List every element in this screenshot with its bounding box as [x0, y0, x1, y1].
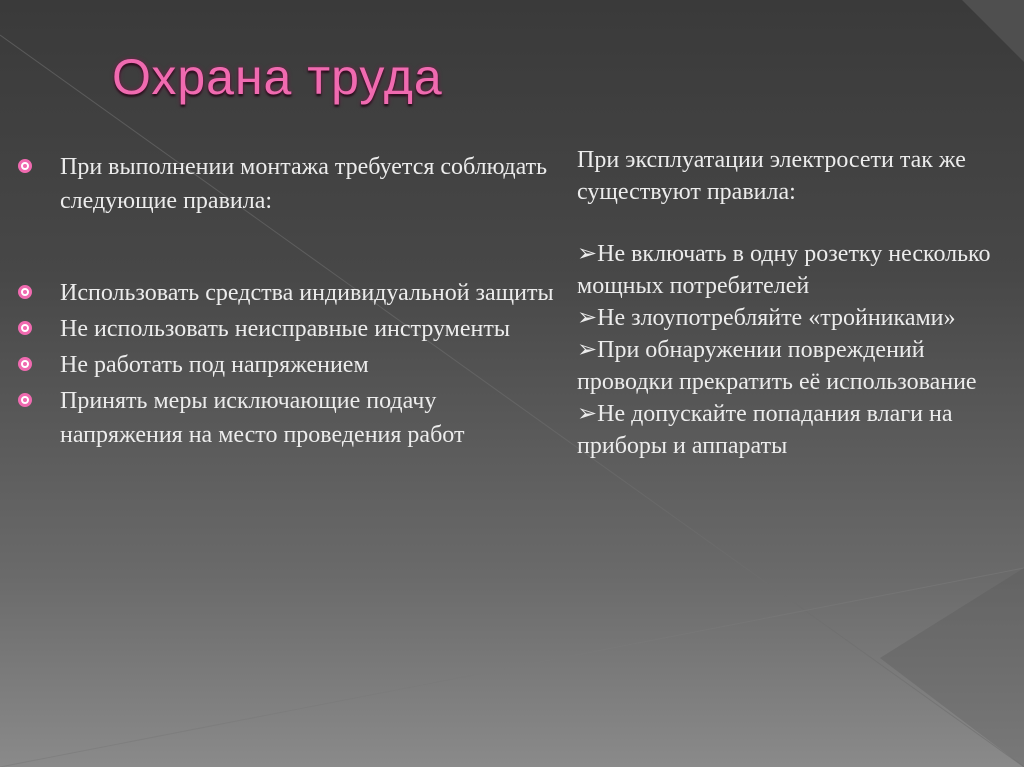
list-item — [18, 276, 558, 310]
arrow-bullet-icon: ➢ — [577, 241, 598, 267]
right-rule-list — [577, 238, 1007, 462]
list-item — [18, 384, 558, 452]
list-item-text: Не работать под напряжением — [60, 352, 369, 378]
list-item — [577, 302, 1007, 334]
list-item-text: При обнаружении повреждений проводки прекратить её использование — [577, 337, 977, 395]
list-item-text: Не использовать неисправные инструменты — [60, 316, 510, 342]
arrow-bullet-icon: ➢ — [577, 337, 598, 363]
slide-title: Охрана труда — [112, 49, 443, 105]
list-item — [577, 334, 1007, 398]
circle-bullet-icon — [18, 393, 32, 407]
arrow-bullet-icon: ➢ — [577, 401, 598, 427]
corner-decoration — [962, 0, 1024, 62]
circle-bullet-icon — [18, 321, 32, 335]
circle-bullet-icon — [18, 285, 32, 299]
list-item — [577, 238, 1007, 302]
list-item-text: Не допускайте попадания влаги на приборы и аппараты — [577, 401, 953, 459]
right-intro-text: При эксплуатации электросети так же существуют правила: — [577, 147, 966, 205]
list-item — [577, 398, 1007, 462]
left-bullet-list — [18, 150, 558, 454]
list-item-text: Не включать в одну розетку несколько мощных потребителей — [577, 241, 991, 299]
right-text-block — [577, 144, 1007, 462]
circle-bullet-icon — [18, 357, 32, 371]
circle-bullet-icon — [18, 159, 32, 173]
left-intro-item — [18, 150, 558, 218]
arrow-bullet-icon: ➢ — [577, 305, 598, 331]
left-intro-text: При выполнении монтажа требуется соблюдать следующие правила: — [60, 154, 548, 214]
list-item-text: Не злоупотребляйте «тройниками» — [597, 305, 956, 331]
list-item-text: Использовать средства индивидуальной защиты — [60, 280, 554, 306]
list-item-text: Принять меры исключающие подачу напряжения на место проведения работ — [60, 388, 465, 448]
list-item — [18, 348, 558, 382]
list-item — [18, 312, 558, 346]
